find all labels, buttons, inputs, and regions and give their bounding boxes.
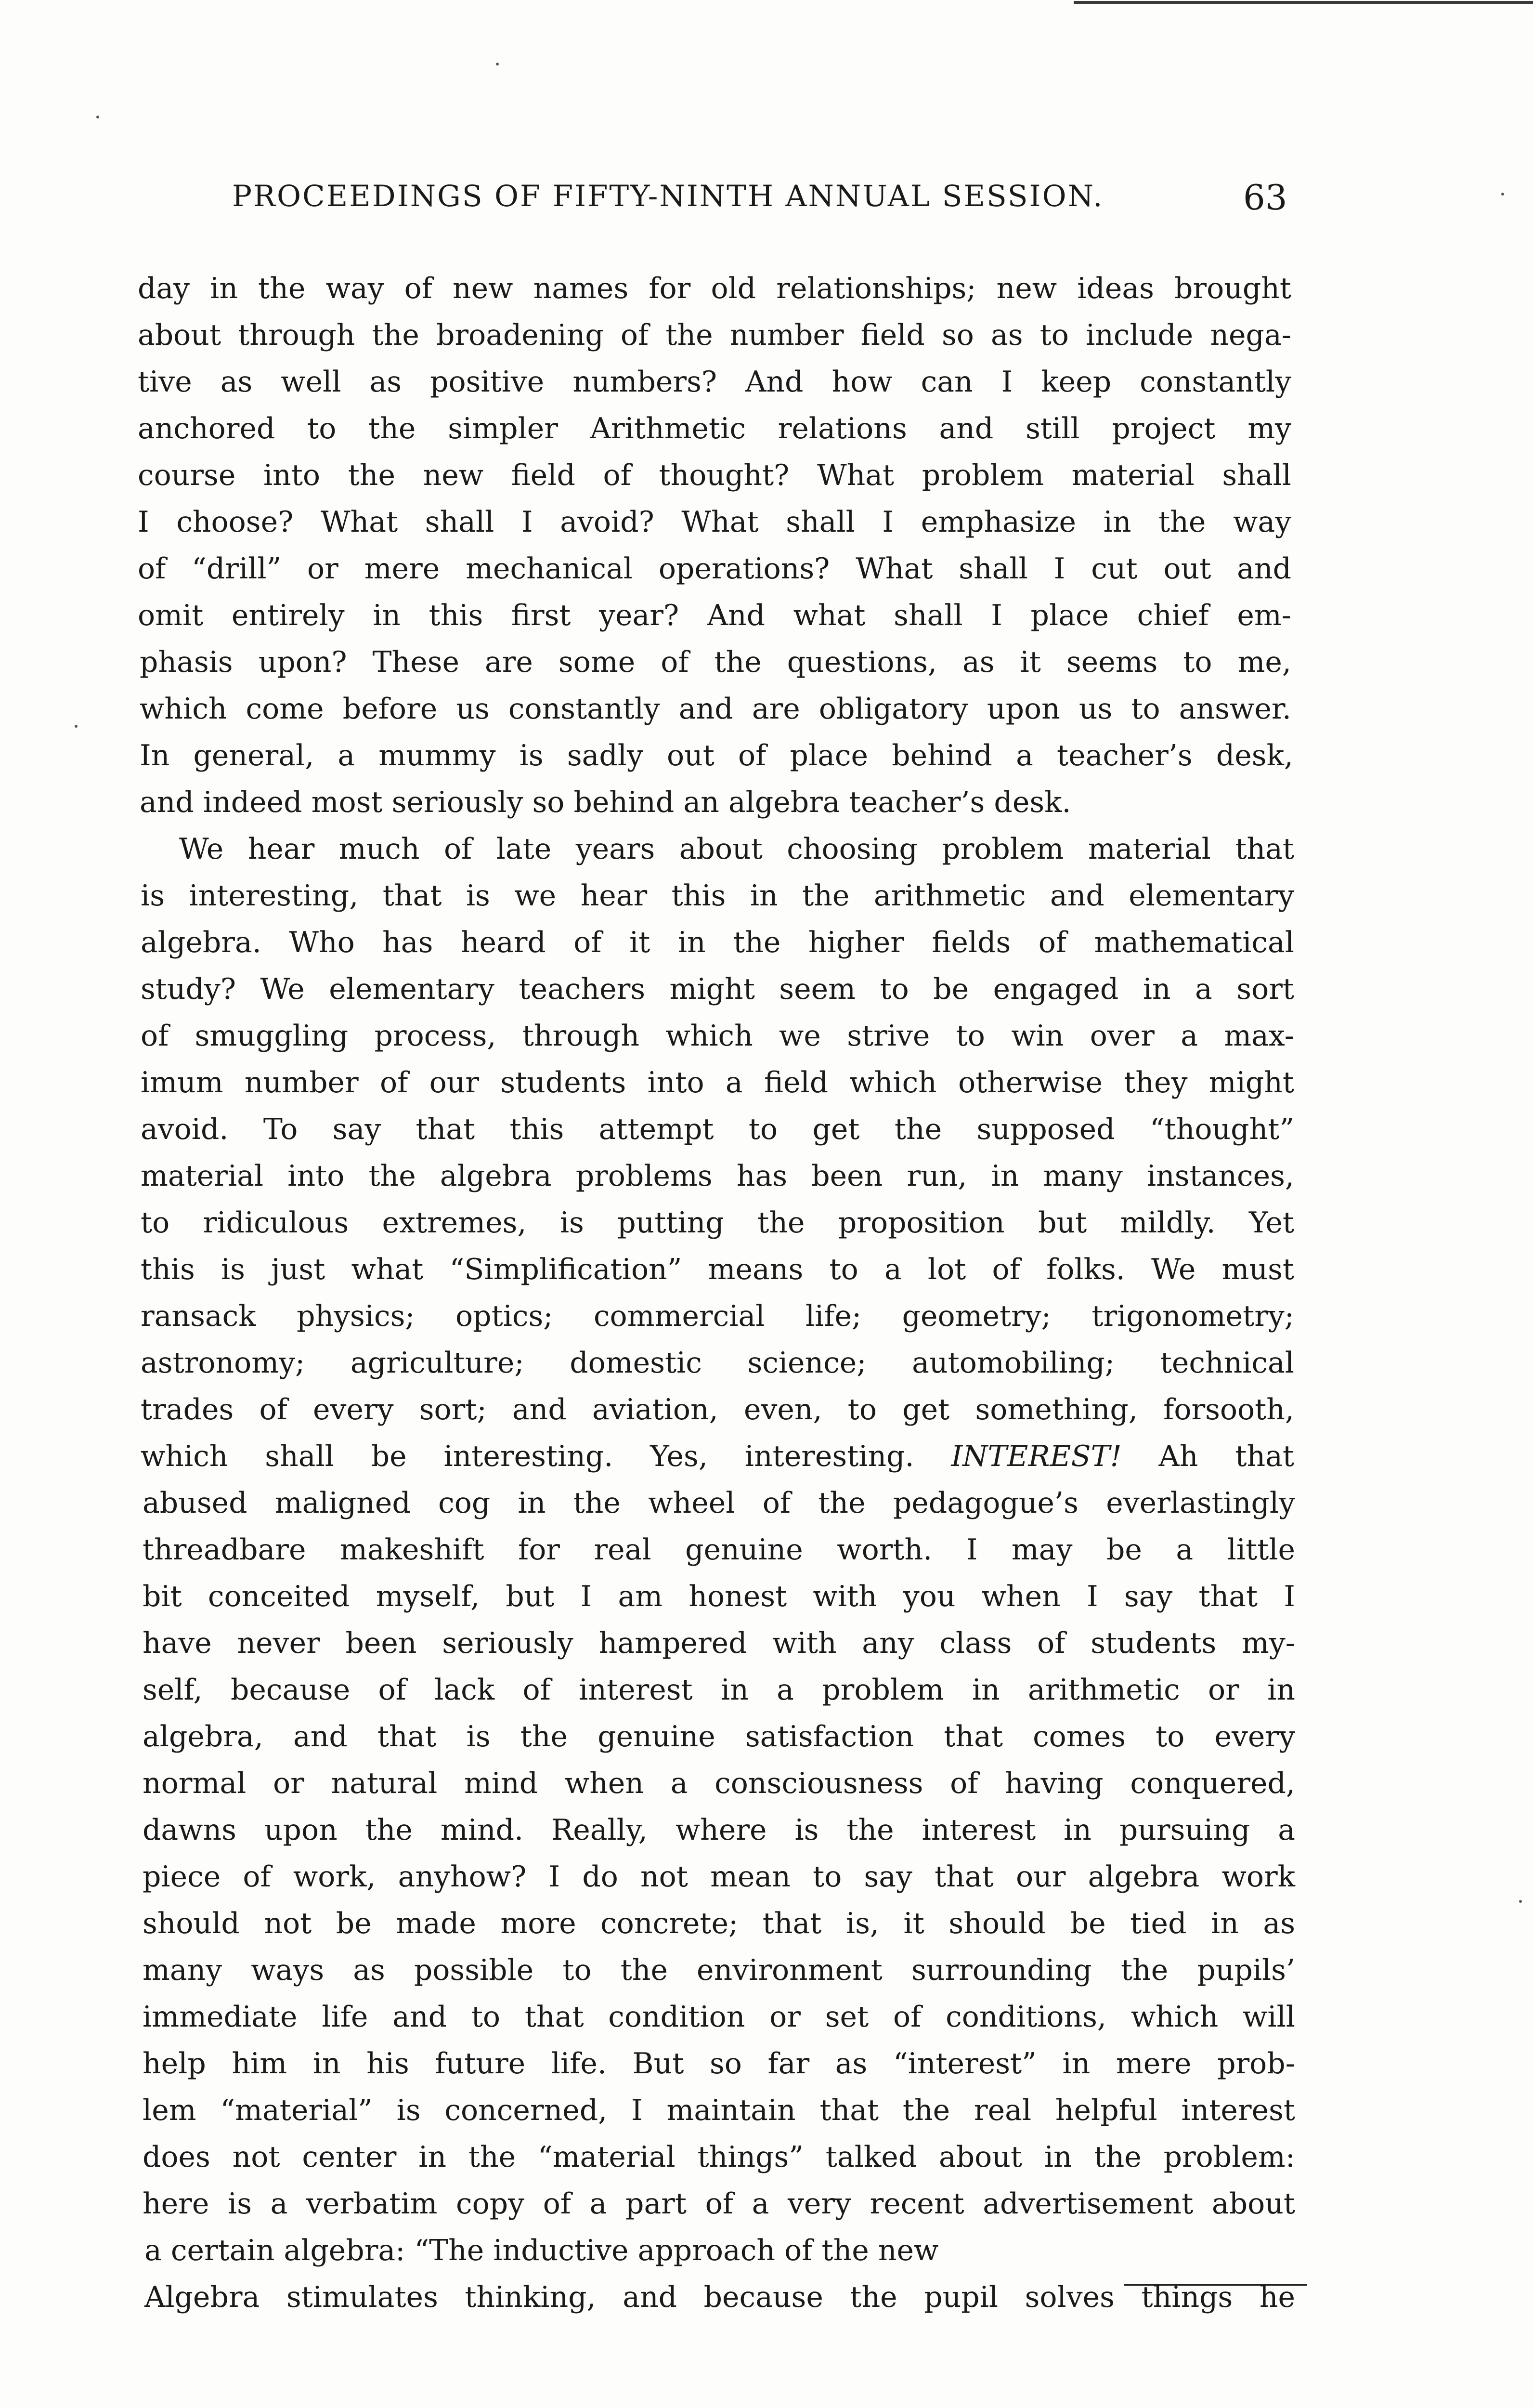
print-speck bbox=[1501, 193, 1504, 196]
text-line: to ridiculous extremes, is putting the proposition but mildly. Yet bbox=[141, 1206, 1294, 1240]
text-line: algebra. Who has heard of it in the higher fields of mathematical bbox=[141, 926, 1294, 959]
text-line: immediate life and to that condition or set of conditions, which will bbox=[143, 2000, 1295, 2034]
print-speck bbox=[96, 116, 99, 118]
text-line: threadbare makeshift for real genuine worth. I may be a little bbox=[143, 1533, 1295, 1567]
print-speck bbox=[75, 725, 78, 728]
text-line: day in the way of new names for old relationships; new ideas brought bbox=[138, 272, 1291, 305]
text-line: have never been seriously hampered with any class of students my- bbox=[143, 1626, 1295, 1660]
text-line: tive as well as positive numbers? And how can I keep constantly bbox=[138, 365, 1291, 399]
text-line: help him in his future life. But so far as “interest” in mere prob- bbox=[143, 2047, 1295, 2081]
text-line: self, because of lack of interest in a problem in arithmetic or in bbox=[143, 1673, 1295, 1707]
text-line: and indeed most seriously so behind an algebra teacher’s desk. bbox=[140, 785, 1071, 819]
text-line: which shall be interesting. Yes, interesting. INTEREST! Ah that bbox=[141, 1440, 1294, 1473]
text-line: abused maligned cog in the wheel of the pedagogue’s everlastingly bbox=[143, 1486, 1295, 1520]
text-line: anchored to the simpler Arithmetic relations and still project my bbox=[138, 412, 1291, 445]
text-line: should not be made more concrete; that is, it should be tied in as bbox=[143, 1907, 1295, 1940]
print-speck bbox=[496, 63, 499, 65]
text-line: about through the broadening of the number field so as to include nega- bbox=[138, 318, 1291, 352]
text-line: here is a verbatim copy of a part of a very recent advertisement about bbox=[143, 2187, 1295, 2221]
text-line: does not center in the “material things” talked about in the problem: bbox=[143, 2140, 1295, 2174]
text-line: many ways as possible to the environment surrounding the pupils’ bbox=[143, 1953, 1295, 1987]
text-line: In general, a mummy is sadly out of place behind a teacher’s desk, bbox=[140, 739, 1293, 772]
text-line: course into the new field of thought? What problem material shall bbox=[138, 458, 1291, 492]
text-line: a certain algebra: “The inductive approach of the new bbox=[144, 2234, 939, 2267]
emphasis-word: INTEREST! bbox=[951, 1440, 1122, 1473]
running-header-title: PROCEEDINGS OF FIFTY-NINTH ANNUAL SESSION. bbox=[232, 179, 1104, 213]
text-line: is interesting, that is we hear this in the arithmetic and elementary bbox=[141, 879, 1294, 913]
text-line: phasis upon? These are some of the questions, as it seems to me, bbox=[140, 645, 1291, 679]
running-header bbox=[232, 179, 1301, 227]
text-line: imum number of our students into a field which otherwise they might bbox=[141, 1066, 1294, 1099]
text-line: of “drill” or mere mechanical operations? What shall I cut out and bbox=[138, 552, 1291, 586]
text-line: omit entirely in this first year? And what shall I place chief em- bbox=[138, 599, 1291, 632]
text-line: Algebra stimulates thinking, and because the pupil solves things he bbox=[144, 2280, 1295, 2314]
text-line: We hear much of late years about choosing problem material that bbox=[179, 832, 1294, 866]
text-line: material into the algebra problems has been run, in many instances, bbox=[141, 1159, 1294, 1193]
text-line: this is just what “Simplification” means to a lot of folks. We must bbox=[141, 1253, 1294, 1286]
text-line: dawns upon the mind. Really, where is the interest in pursuing a bbox=[143, 1813, 1295, 1847]
text-line: study? We elementary teachers might seem to be engaged in a sort bbox=[141, 972, 1294, 1006]
text-line: of smuggling process, through which we strive to win over a max- bbox=[141, 1019, 1294, 1053]
text-line: ransack physics; optics; commercial life; geometry; trigonometry; bbox=[141, 1299, 1294, 1333]
text-line: trades of every sort; and aviation, even, to get something, forsooth, bbox=[141, 1393, 1294, 1426]
text-line: I choose? What shall I avoid? What shall I emphasize in the way bbox=[138, 505, 1291, 539]
text-line: avoid. To say that this attempt to get the supposed “thought” bbox=[141, 1112, 1294, 1146]
text-line: lem “material” is concerned, I maintain that the real helpful interest bbox=[143, 2094, 1295, 2127]
text-line: which come before us constantly and are obligatory upon us to answer. bbox=[140, 692, 1291, 726]
print-speck bbox=[1519, 1900, 1522, 1903]
text-line: normal or natural mind when a consciousness of having conquered, bbox=[143, 1767, 1295, 1800]
page-number: 63 bbox=[1243, 177, 1287, 218]
text-line: algebra, and that is the genuine satisfaction that comes to every bbox=[143, 1720, 1295, 1754]
text-line: piece of work, anyhow? I do not mean to say that our algebra work bbox=[143, 1860, 1295, 1894]
text-line: astronomy; agriculture; domestic science; automobiling; technical bbox=[141, 1346, 1294, 1380]
top-edge-rule bbox=[1074, 1, 1533, 4]
text-line: bit conceited myself, but I am honest with you when I say that I bbox=[143, 1580, 1295, 1613]
